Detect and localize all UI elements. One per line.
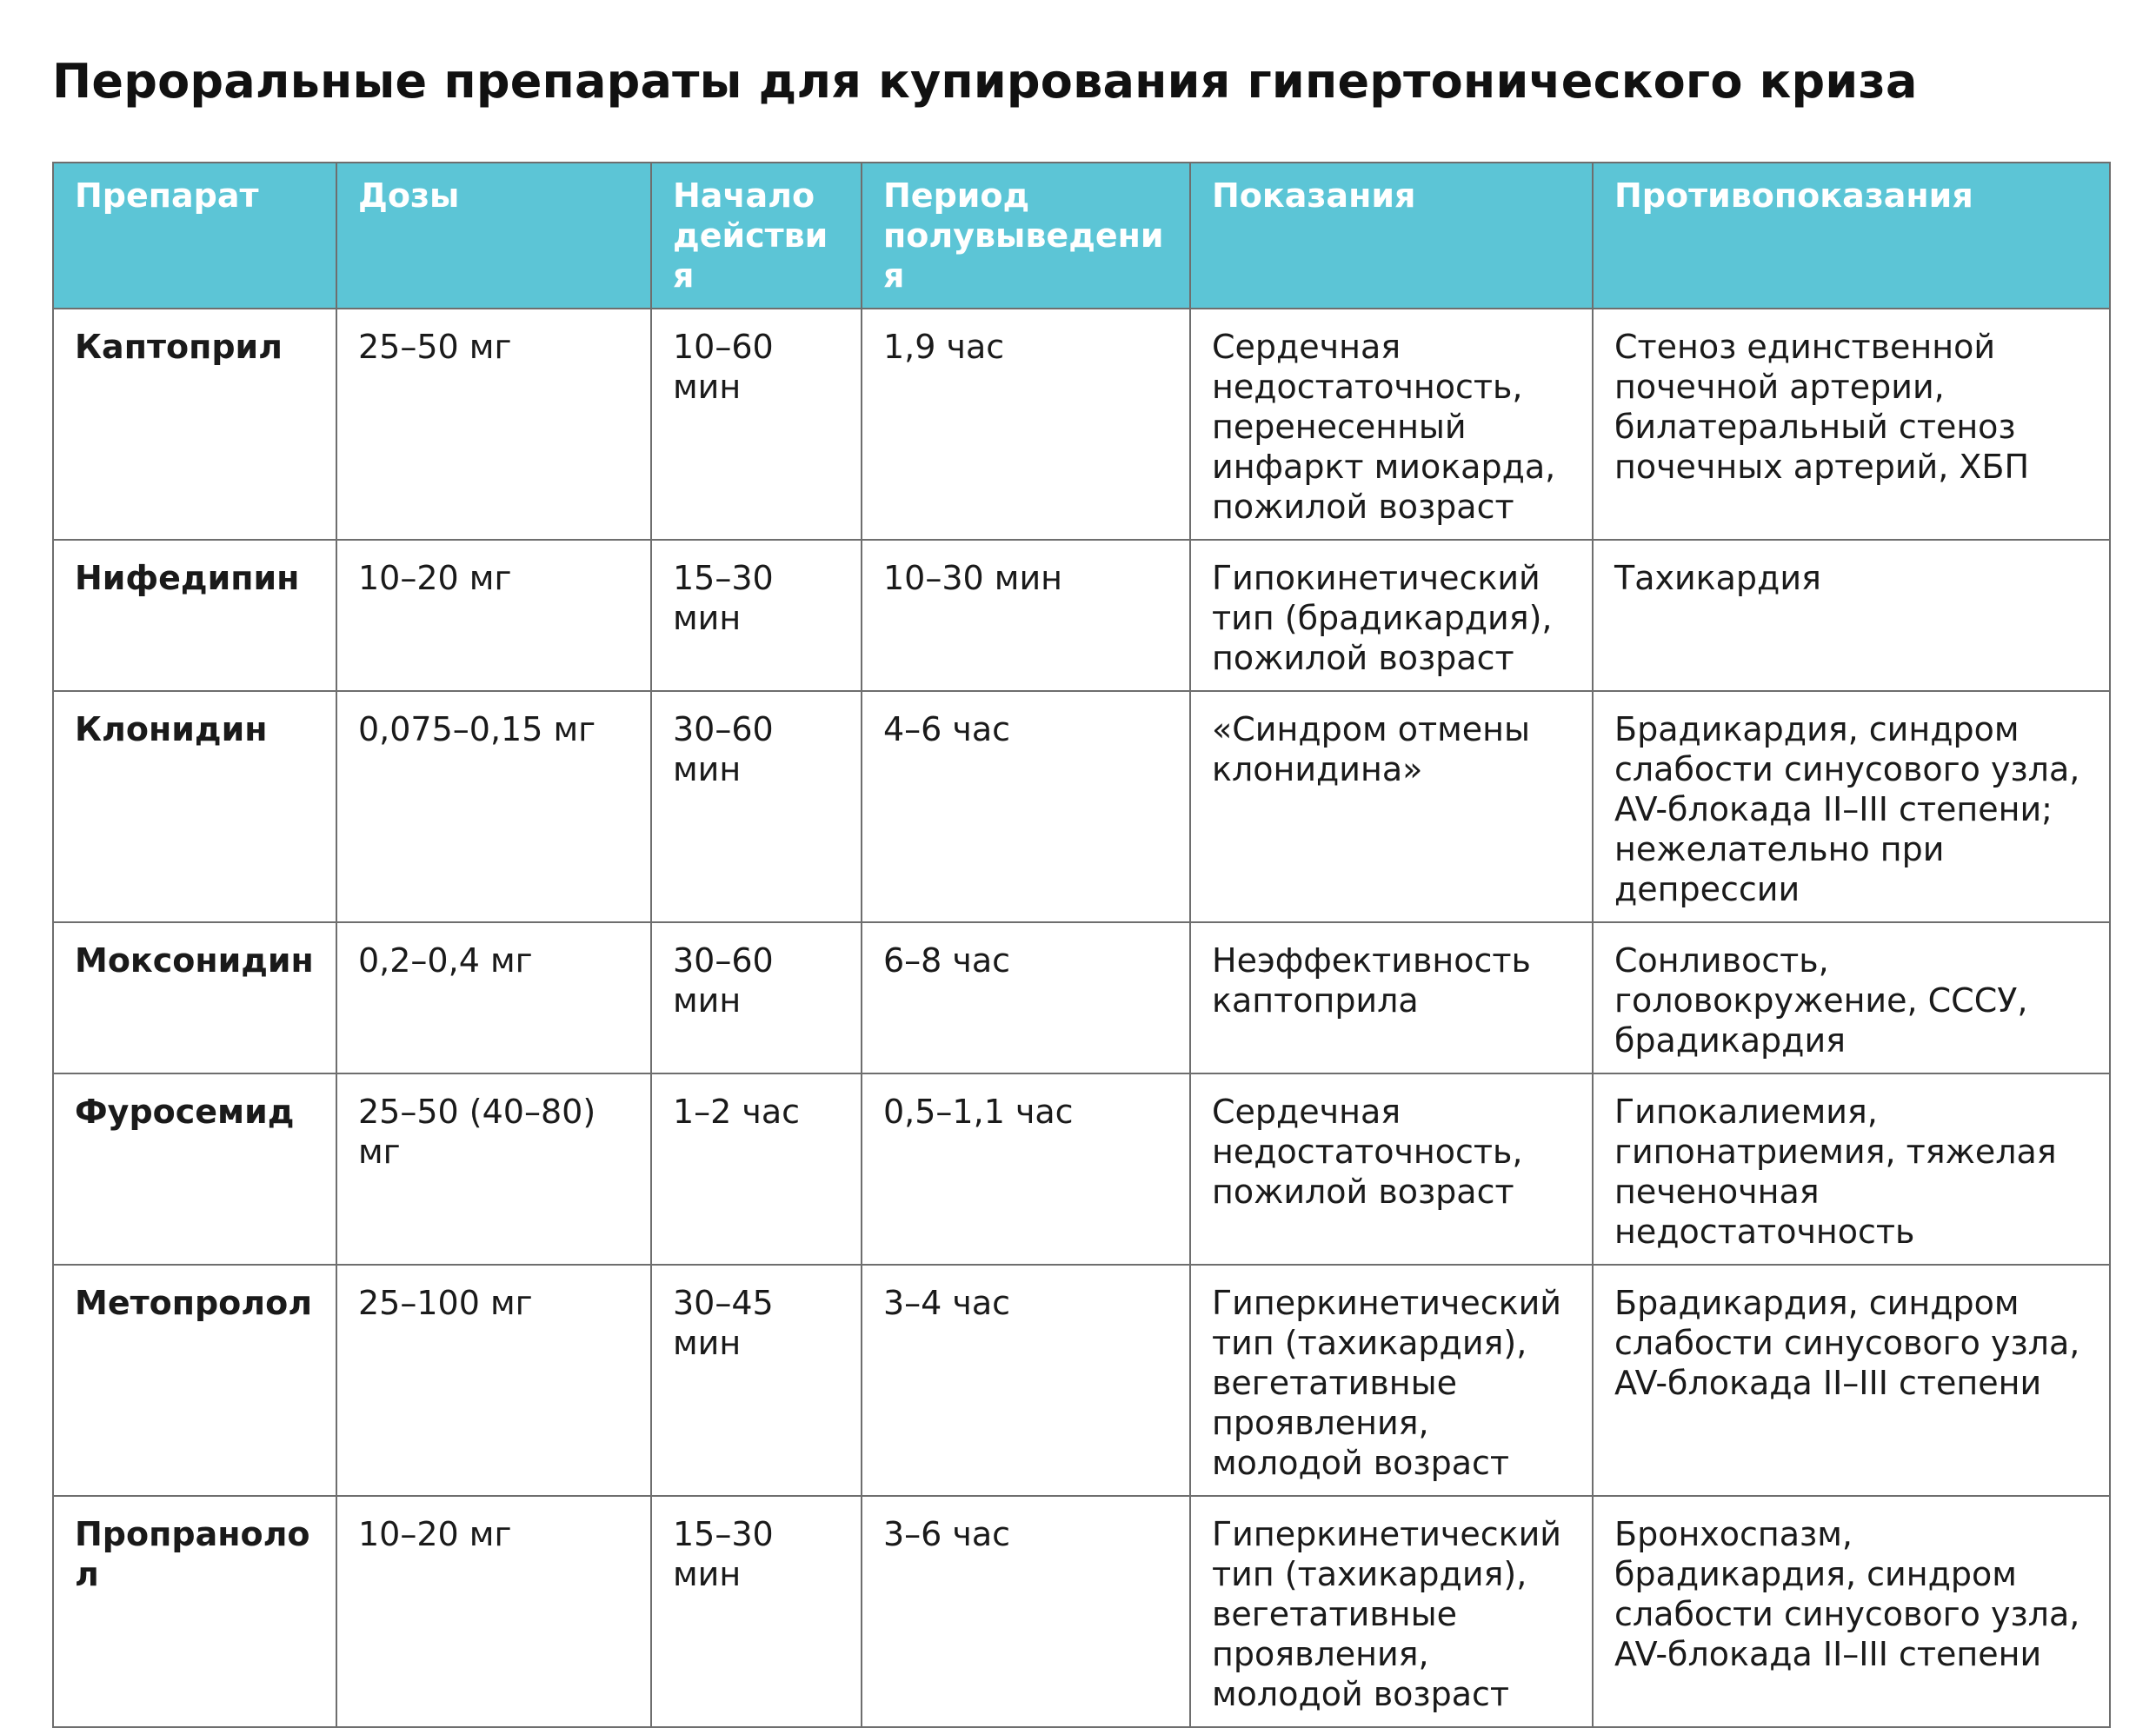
- cell-dose: 25–100 мг: [336, 1265, 651, 1496]
- cell-drug: Клонидин: [53, 691, 336, 922]
- cell-dose: 0,2–0,4 мг: [336, 922, 651, 1073]
- cell-onset: 15–30 мин: [651, 1496, 862, 1727]
- cell-contraindications: Гипокалиемия, гипонатриемия, тяжелая печеночная недостаточность: [1593, 1073, 2110, 1265]
- cell-drug: Каптоприл: [53, 309, 336, 540]
- table-row: [53, 1496, 2110, 1727]
- cell-onset: 30–60 мин: [651, 922, 862, 1073]
- cell-indications: Сердечная недостаточность, перенесенный инфаркт миокарда, пожилой возраст: [1190, 309, 1593, 540]
- cell-dose: 10–20 мг: [336, 1496, 651, 1727]
- cell-contraindications: Брадикардия, синдром слабости синусового узла, AV-блокада II–III степени; нежелательно при депрессии: [1593, 691, 2110, 922]
- cell-onset: 30–60 мин: [651, 691, 862, 922]
- column-header-indications: Показания: [1190, 163, 1593, 309]
- table-row: [53, 309, 2110, 540]
- cell-indications: Гиперкинетический тип (тахикардия), вегетативные проявления, молодой возраст: [1190, 1496, 1593, 1727]
- cell-dose: 0,075–0,15 мг: [336, 691, 651, 922]
- cell-half-life: 3–4 час: [862, 1265, 1190, 1496]
- table-row: [53, 1265, 2110, 1496]
- cell-drug: Нифедипин: [53, 540, 336, 691]
- column-header-drug: Препарат: [53, 163, 336, 309]
- table-header-row: [53, 163, 2110, 309]
- cell-onset: 10–60 мин: [651, 309, 862, 540]
- cell-drug: Моксонидин: [53, 922, 336, 1073]
- page-title: Пероральные препараты для купирования гипертонического криза: [52, 54, 1918, 109]
- cell-drug: Метопролол: [53, 1265, 336, 1496]
- cell-dose: 25–50 (40–80) мг: [336, 1073, 651, 1265]
- cell-dose: 25–50 мг: [336, 309, 651, 540]
- cell-contraindications: Тахикардия: [1593, 540, 2110, 691]
- cell-half-life: 10–30 мин: [862, 540, 1190, 691]
- cell-indications: Гиперкинетический тип (тахикардия), вегетативные проявления, молодой возраст: [1190, 1265, 1593, 1496]
- cell-dose: 10–20 мг: [336, 540, 651, 691]
- table-row: [53, 540, 2110, 691]
- column-header-onset: Начало действия: [651, 163, 862, 309]
- cell-indications: Сердечная недостаточность, пожилой возраст: [1190, 1073, 1593, 1265]
- cell-onset: 15–30 мин: [651, 540, 862, 691]
- column-header-contraindications: Противопоказания: [1593, 163, 2110, 309]
- cell-indications: Неэффективность каптоприла: [1190, 922, 1593, 1073]
- cell-drug: Пропранолол: [53, 1496, 336, 1727]
- cell-contraindications: Сонливость, головокружение, СССУ, брадикардия: [1593, 922, 2110, 1073]
- table-row: [53, 922, 2110, 1073]
- cell-half-life: 6–8 час: [862, 922, 1190, 1073]
- cell-half-life: 1,9 час: [862, 309, 1190, 540]
- cell-onset: 1–2 час: [651, 1073, 862, 1265]
- cell-half-life: 3–6 час: [862, 1496, 1190, 1727]
- drug-table: [52, 162, 2111, 1728]
- cell-contraindications: Стеноз единственной почечной артерии, билатеральный стеноз почечных артерий, ХБП: [1593, 309, 2110, 540]
- cell-indications: «Синдром отмены клонидина»: [1190, 691, 1593, 922]
- cell-drug: Фуросемид: [53, 1073, 336, 1265]
- cell-indications: Гипокинетический тип (брадикардия), пожилой возраст: [1190, 540, 1593, 691]
- cell-half-life: 4–6 час: [862, 691, 1190, 922]
- cell-contraindications: Бронхоспазм, брадикардия, синдром слабости синусового узла, AV-блокада II–III степени: [1593, 1496, 2110, 1727]
- table-row: [53, 691, 2110, 922]
- cell-half-life: 0,5–1,1 час: [862, 1073, 1190, 1265]
- table-row: [53, 1073, 2110, 1265]
- column-header-half-life: Период полувыведения: [862, 163, 1190, 309]
- cell-onset: 30–45 мин: [651, 1265, 862, 1496]
- cell-contraindications: Брадикардия, синдром слабости синусового узла, AV-блокада II–III степени: [1593, 1265, 2110, 1496]
- column-header-dose: Дозы: [336, 163, 651, 309]
